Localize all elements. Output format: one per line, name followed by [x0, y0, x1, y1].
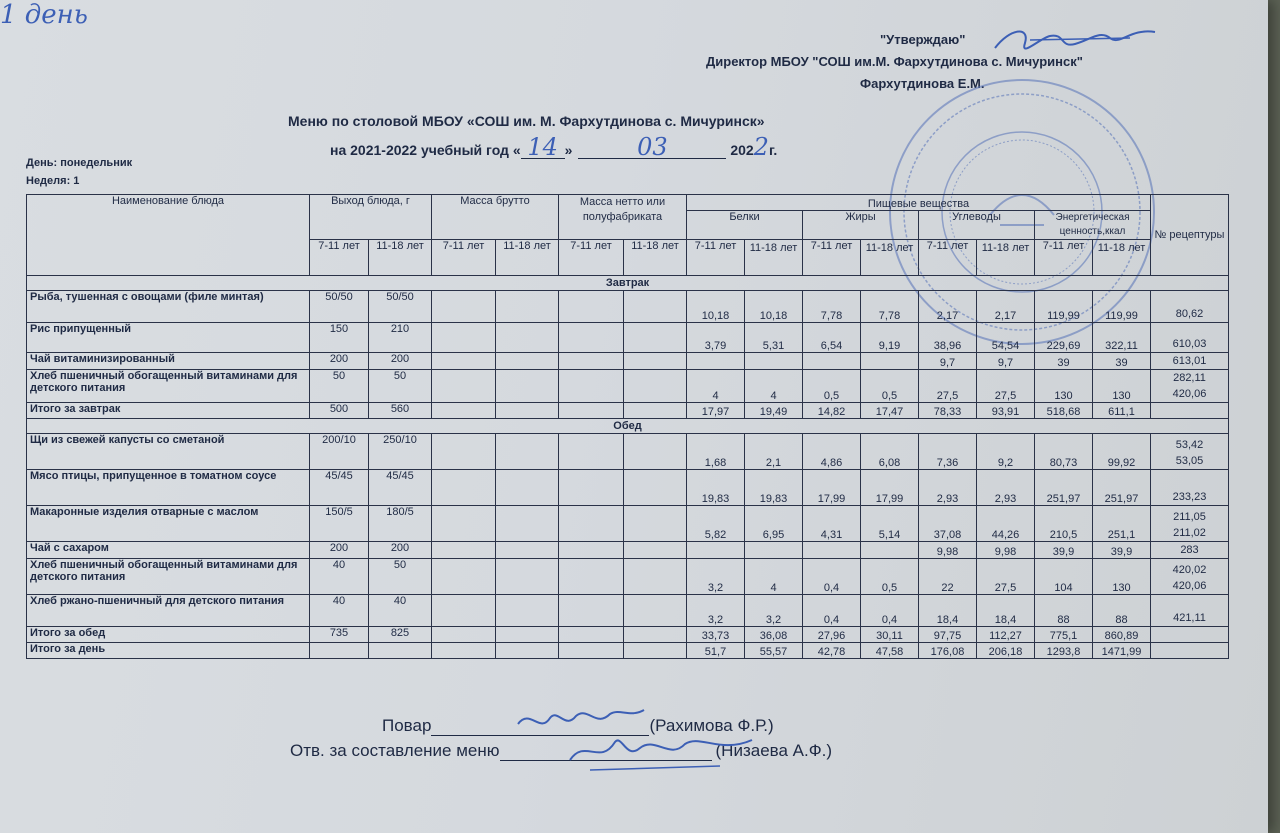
nutrient-cell: 176,08 — [919, 643, 977, 659]
table-row — [27, 542, 1229, 559]
handwritten-day: 14 — [527, 133, 558, 161]
nutrient-cell: 39 — [1035, 353, 1093, 370]
nutrient-cell: 1471,99 — [1093, 643, 1151, 659]
header-energy: Энергетическая ценность,ккал — [1035, 211, 1151, 240]
weight-cell — [559, 559, 624, 595]
responsible-label: Отв. за составление меню — [290, 741, 500, 760]
nutrient-cell: 3,2 — [745, 595, 803, 627]
menu-table — [26, 194, 1229, 659]
weight-cell — [624, 323, 687, 353]
nutrient-cell: 104 — [1035, 559, 1093, 595]
nutrient-cell: 9,98 — [977, 542, 1035, 559]
weight-cell: 500 — [310, 403, 369, 419]
nutrient-cell: 130 — [1035, 370, 1093, 403]
table-row — [27, 470, 1229, 506]
weight-cell — [624, 470, 687, 506]
nutrient-cell: 1293,8 — [1035, 643, 1093, 659]
nutrient-cell: 80,73 — [1035, 434, 1093, 470]
table-row — [27, 370, 1229, 403]
responsible-name: (Низаева А.Ф.) — [715, 741, 833, 760]
dish-name-cell: Макаронные изделия отварные с маслом — [27, 506, 310, 542]
weight-cell — [496, 291, 559, 323]
weight-cell — [624, 542, 687, 559]
recipe-cell — [1151, 643, 1229, 659]
nutrient-cell: 4,31 — [803, 506, 861, 542]
table-row — [27, 627, 1229, 643]
header-age: 11-18 лет — [861, 240, 919, 276]
nutrient-cell: 130 — [1093, 370, 1151, 403]
nutrient-cell: 51,7 — [687, 643, 745, 659]
nutrient-cell: 5,31 — [745, 323, 803, 353]
nutrient-cell: 14,82 — [803, 403, 861, 419]
weight-cell — [432, 291, 496, 323]
nutrient-cell: 5,82 — [687, 506, 745, 542]
nutrient-cell: 7,78 — [803, 291, 861, 323]
header-dish: Наименование блюда — [27, 195, 310, 276]
dish-name-cell: Чай с сахаром — [27, 542, 310, 559]
weight-cell — [624, 403, 687, 419]
weight-cell — [369, 643, 432, 659]
weight-cell: 50 — [310, 370, 369, 403]
nutrient-cell: 38,96 — [919, 323, 977, 353]
nutrient-cell: 18,4 — [919, 595, 977, 627]
header-age: 7-11 лет — [432, 240, 496, 276]
weight-cell — [310, 643, 369, 659]
weight-cell — [624, 370, 687, 403]
weight-cell: 200 — [310, 542, 369, 559]
header-net: Масса нетто или полуфабриката — [559, 195, 687, 240]
header-age: 7-11 лет — [559, 240, 624, 276]
nutrient-cell: 0,5 — [861, 559, 919, 595]
weight-cell — [496, 506, 559, 542]
weight-cell — [496, 595, 559, 627]
weight-cell — [432, 434, 496, 470]
weight-cell — [559, 627, 624, 643]
header-nutrients: Пищевые вещества — [687, 195, 1151, 211]
header-age: 7-11 лет — [687, 240, 745, 276]
nutrient-cell: 6,54 — [803, 323, 861, 353]
cook-name: (Рахимова Ф.Р.) — [649, 716, 774, 735]
weight-cell: 735 — [310, 627, 369, 643]
header-age: 11-18 лет — [496, 240, 559, 276]
nutrient-cell: 130 — [1093, 559, 1151, 595]
table-row — [27, 434, 1229, 470]
nutrient-cell: 44,26 — [977, 506, 1035, 542]
weight-cell — [432, 559, 496, 595]
nutrient-cell: 37,08 — [919, 506, 977, 542]
nutrient-cell: 518,68 — [1035, 403, 1093, 419]
nutrient-cell — [861, 542, 919, 559]
nutrient-cell: 19,83 — [745, 470, 803, 506]
breakfast-section-label: Завтрак — [27, 276, 1229, 291]
nutrient-cell: 0,5 — [861, 370, 919, 403]
nutrient-cell: 17,99 — [861, 470, 919, 506]
handwritten-year: 2 — [753, 133, 769, 161]
date-prefix: на 2021-2022 учебный год « — [330, 142, 521, 158]
weight-cell — [624, 559, 687, 595]
nutrient-cell: 19,49 — [745, 403, 803, 419]
table-row — [27, 643, 1229, 659]
nutrient-cell: 10,18 — [687, 291, 745, 323]
weight-cell — [559, 291, 624, 323]
nutrient-cell: 88 — [1093, 595, 1151, 627]
weight-cell — [432, 403, 496, 419]
nutrient-cell: 4,86 — [803, 434, 861, 470]
weight-cell — [559, 506, 624, 542]
nutrient-cell: 5,14 — [861, 506, 919, 542]
handwritten-month: 03 — [637, 133, 668, 161]
table-row — [27, 291, 1229, 323]
header-age: 11-18 лет — [369, 240, 432, 276]
table-row — [27, 506, 1229, 542]
nutrient-cell: 17,47 — [861, 403, 919, 419]
dish-name-cell: Рыба, тушенная с овощами (филе минтая) — [27, 291, 310, 323]
responsible-signature — [560, 730, 760, 774]
dish-name-cell: Хлеб пшеничный обогащенный витаминами для детского питания — [27, 559, 310, 595]
weight-cell — [624, 434, 687, 470]
dish-name-cell: Хлеб пшеничный обогащенный витаминами для детского питания — [27, 370, 310, 403]
table-row — [27, 403, 1229, 419]
weight-cell: 40 — [310, 559, 369, 595]
nutrient-cell: 9,98 — [919, 542, 977, 559]
header-carbs: Углеводы — [919, 211, 1035, 240]
nutrient-cell: 78,33 — [919, 403, 977, 419]
nutrient-cell — [803, 542, 861, 559]
weight-cell: 560 — [369, 403, 432, 419]
recipe-cell: 211,05 211,02 — [1151, 506, 1229, 542]
dish-name-cell: Чай витаминизированный — [27, 353, 310, 370]
weight-cell: 50/50 — [369, 291, 432, 323]
weight-cell — [624, 353, 687, 370]
nutrient-cell: 33,73 — [687, 627, 745, 643]
weight-cell — [559, 542, 624, 559]
nutrient-cell: 6,08 — [861, 434, 919, 470]
nutrient-cell: 4 — [687, 370, 745, 403]
weight-cell — [624, 643, 687, 659]
weight-cell: 50 — [369, 370, 432, 403]
nutrient-cell: 3,2 — [687, 559, 745, 595]
weight-cell — [624, 291, 687, 323]
header-recipe: № рецептуры — [1151, 195, 1229, 276]
nutrient-cell: 39,9 — [1093, 542, 1151, 559]
recipe-cell: 421,11 — [1151, 595, 1229, 627]
nutrient-cell: 2,17 — [977, 291, 1035, 323]
nutrient-cell: 7,78 — [861, 291, 919, 323]
header-age: 7-11 лет — [1035, 240, 1093, 276]
nutrient-cell: 10,18 — [745, 291, 803, 323]
weight-cell: 50 — [369, 559, 432, 595]
weight-cell — [559, 403, 624, 419]
nutrient-cell — [687, 542, 745, 559]
nutrient-cell: 18,4 — [977, 595, 1035, 627]
nutrient-cell: 251,1 — [1093, 506, 1151, 542]
handwritten-day-note: 1 день — [0, 0, 88, 30]
director-title: Директор МБОУ "СОШ им.М. Фархутдинова с. Мичуринск" — [706, 54, 1083, 69]
weight-cell — [432, 353, 496, 370]
nutrient-cell: 2,17 — [919, 291, 977, 323]
nutrient-cell: 1,68 — [687, 434, 745, 470]
weight-cell: 40 — [369, 595, 432, 627]
header-protein: Белки — [687, 211, 803, 240]
nutrient-cell: 27,5 — [977, 370, 1035, 403]
dish-name-cell: Хлеб ржано-пшеничный для детского питания — [27, 595, 310, 627]
weight-cell — [559, 353, 624, 370]
nutrient-cell: 775,1 — [1035, 627, 1093, 643]
nutrient-cell: 17,97 — [687, 403, 745, 419]
nutrient-cell: 0,4 — [803, 595, 861, 627]
weight-cell — [559, 470, 624, 506]
nutrient-cell: 19,83 — [687, 470, 745, 506]
nutrient-cell — [745, 542, 803, 559]
recipe-cell: 610,03 — [1151, 323, 1229, 353]
nutrient-cell — [861, 353, 919, 370]
recipe-cell — [1151, 403, 1229, 419]
weight-cell — [496, 559, 559, 595]
weight-cell: 40 — [310, 595, 369, 627]
weight-cell — [496, 470, 559, 506]
weight-cell: 150/5 — [310, 506, 369, 542]
header-fat: Жиры — [803, 211, 919, 240]
dish-name-cell: Итого за обед — [27, 627, 310, 643]
weight-cell: 250/10 — [369, 434, 432, 470]
weight-cell: 210 — [369, 323, 432, 353]
weight-cell — [432, 370, 496, 403]
weight-cell — [432, 627, 496, 643]
nutrient-cell: 27,96 — [803, 627, 861, 643]
dish-name-cell: Мясо птицы, припущенное в томатном соусе — [27, 470, 310, 506]
nutrient-cell: 3,2 — [687, 595, 745, 627]
weight-cell: 200 — [369, 353, 432, 370]
director-name: Фархутдинова Е.М. — [860, 76, 985, 91]
lunch-section-label: Обед — [27, 419, 1229, 434]
weight-cell — [624, 627, 687, 643]
nutrient-cell: 27,5 — [977, 559, 1035, 595]
header-age: 7-11 лет — [310, 240, 369, 276]
nutrient-cell: 2,1 — [745, 434, 803, 470]
header-gross: Масса брутто — [432, 195, 559, 240]
nutrient-cell: 93,91 — [977, 403, 1035, 419]
nutrient-cell — [687, 353, 745, 370]
nutrient-cell: 42,78 — [803, 643, 861, 659]
nutrient-cell: 39 — [1093, 353, 1151, 370]
weight-cell: 200 — [310, 353, 369, 370]
nutrient-cell: 17,99 — [803, 470, 861, 506]
weight-cell: 50/50 — [310, 291, 369, 323]
weight-cell — [559, 643, 624, 659]
nutrient-cell: 47,58 — [861, 643, 919, 659]
recipe-cell: 420,02 420,06 — [1151, 559, 1229, 595]
weight-cell — [496, 542, 559, 559]
nutrient-cell: 99,92 — [1093, 434, 1151, 470]
recipe-cell: 613,01 — [1151, 353, 1229, 370]
header-age: 11-18 лет — [624, 240, 687, 276]
nutrient-cell: 54,54 — [977, 323, 1035, 353]
weight-cell — [496, 434, 559, 470]
nutrient-cell: 36,08 — [745, 627, 803, 643]
nutrient-cell: 251,97 — [1093, 470, 1151, 506]
nutrient-cell: 322,11 — [1093, 323, 1151, 353]
nutrient-cell: 22 — [919, 559, 977, 595]
nutrient-cell: 0,4 — [861, 595, 919, 627]
nutrient-cell: 2,93 — [977, 470, 1035, 506]
header-age: 7-11 лет — [919, 240, 977, 276]
weight-cell — [496, 403, 559, 419]
weight-cell: 200/10 — [310, 434, 369, 470]
nutrient-cell: 611,1 — [1093, 403, 1151, 419]
weight-cell — [432, 506, 496, 542]
weight-cell: 825 — [369, 627, 432, 643]
recipe-cell: 80,62 — [1151, 291, 1229, 323]
recipe-cell: 282,11 420,06 — [1151, 370, 1229, 403]
day-label: День: понедельник — [26, 157, 133, 169]
date-suffix: г. — [768, 142, 778, 158]
nutrient-cell: 3,79 — [687, 323, 745, 353]
nutrient-cell: 55,57 — [745, 643, 803, 659]
weight-cell — [496, 627, 559, 643]
year-prefix: 202 — [730, 142, 754, 158]
weight-cell — [559, 370, 624, 403]
nutrient-cell: 7,36 — [919, 434, 977, 470]
weight-cell — [432, 542, 496, 559]
nutrient-cell: 4 — [745, 370, 803, 403]
recipe-cell: 53,42 53,05 — [1151, 434, 1229, 470]
nutrient-cell: 860,89 — [1093, 627, 1151, 643]
header-age: 11-18 лет — [977, 240, 1035, 276]
weight-cell: 150 — [310, 323, 369, 353]
nutrient-cell: 97,75 — [919, 627, 977, 643]
weight-cell — [496, 370, 559, 403]
breakfast-section-row — [27, 276, 1229, 291]
nutrient-cell: 206,18 — [977, 643, 1035, 659]
table-row — [27, 595, 1229, 627]
weight-cell — [496, 643, 559, 659]
menu-title: Меню по столовой МБОУ «СОШ им. М. Фархутдинова с. Мичуринск» — [288, 113, 765, 129]
nutrient-cell: 0,4 — [803, 559, 861, 595]
lunch-section-row — [27, 419, 1229, 434]
nutrient-cell: 119,99 — [1093, 291, 1151, 323]
weight-cell — [624, 595, 687, 627]
nutrient-cell — [803, 353, 861, 370]
weight-cell — [432, 470, 496, 506]
nutrient-cell: 4 — [745, 559, 803, 595]
nutrient-cell: 210,5 — [1035, 506, 1093, 542]
nutrient-cell: 9,7 — [919, 353, 977, 370]
nutrient-cell: 39,9 — [1035, 542, 1093, 559]
dish-name-cell: Итого за завтрак — [27, 403, 310, 419]
nutrient-cell: 27,5 — [919, 370, 977, 403]
weight-cell — [432, 643, 496, 659]
nutrient-cell: 9,7 — [977, 353, 1035, 370]
weight-cell: 45/45 — [369, 470, 432, 506]
nutrient-cell: 251,97 — [1035, 470, 1093, 506]
nutrient-cell: 88 — [1035, 595, 1093, 627]
nutrient-cell: 2,93 — [919, 470, 977, 506]
weight-cell: 200 — [369, 542, 432, 559]
recipe-cell: 233,23 — [1151, 470, 1229, 506]
week-label: Неделя: 1 — [26, 175, 80, 187]
recipe-cell — [1151, 627, 1229, 643]
approval-label: "Утверждаю" — [880, 32, 966, 47]
weight-cell — [559, 434, 624, 470]
weight-cell — [559, 323, 624, 353]
header-age: 11-18 лет — [745, 240, 803, 276]
dish-name-cell: Итого за день — [27, 643, 310, 659]
nutrient-cell: 9,2 — [977, 434, 1035, 470]
nutrient-cell: 112,27 — [977, 627, 1035, 643]
weight-cell — [496, 353, 559, 370]
menu-date-line — [330, 133, 778, 161]
weight-cell — [559, 595, 624, 627]
weight-cell — [624, 506, 687, 542]
recipe-cell: 283 — [1151, 542, 1229, 559]
cook-label: Повар — [382, 716, 432, 735]
weight-cell — [432, 595, 496, 627]
table-row — [27, 323, 1229, 353]
weight-cell — [496, 323, 559, 353]
weight-cell — [432, 323, 496, 353]
date-mid: » — [564, 142, 573, 158]
header-age: 7-11 лет — [803, 240, 861, 276]
nutrient-cell: 9,19 — [861, 323, 919, 353]
nutrient-cell: 119,99 — [1035, 291, 1093, 323]
table-row — [27, 353, 1229, 370]
header-output: Выход блюда, г — [310, 195, 432, 240]
weight-cell: 180/5 — [369, 506, 432, 542]
dish-name-cell: Щи из свежей капусты со сметаной — [27, 434, 310, 470]
nutrient-cell — [745, 353, 803, 370]
header-age: 11-18 лет — [1093, 240, 1151, 276]
nutrient-cell: 0,5 — [803, 370, 861, 403]
nutrient-cell: 229,69 — [1035, 323, 1093, 353]
dish-name-cell: Рис припущенный — [27, 323, 310, 353]
nutrient-cell: 30,11 — [861, 627, 919, 643]
table-row — [27, 559, 1229, 595]
nutrient-cell: 6,95 — [745, 506, 803, 542]
weight-cell: 45/45 — [310, 470, 369, 506]
menu-table-body — [27, 276, 1229, 659]
